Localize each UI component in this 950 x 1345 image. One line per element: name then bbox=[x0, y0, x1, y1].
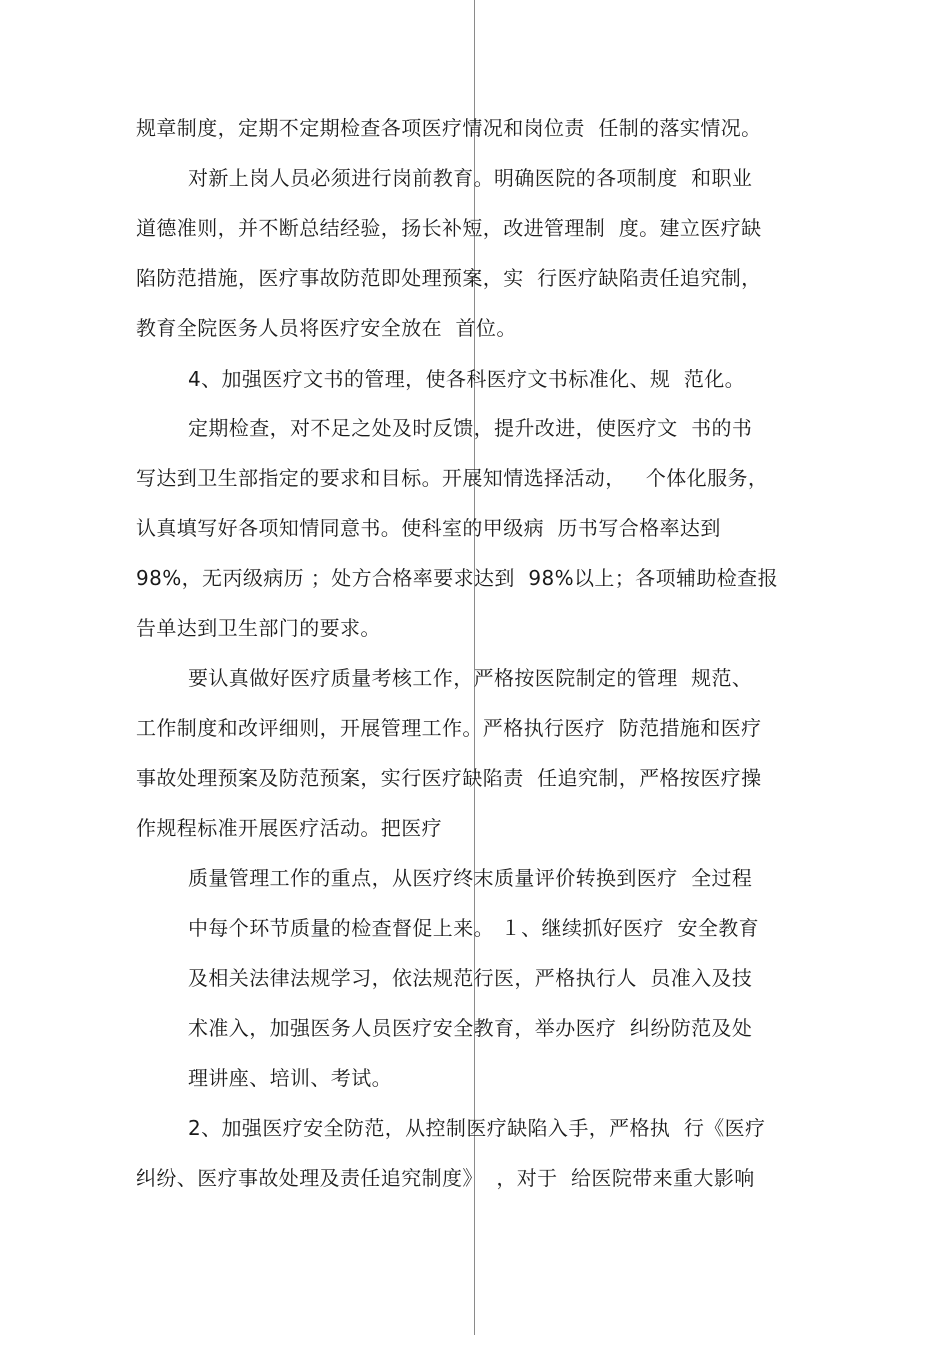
text-line: 认真填写好各项知情同意书。使科室的甲级病 历书写合格率达到 bbox=[136, 516, 721, 540]
text-line: 纠纷、医疗事故处理及责任追究制度》 ，对于 给医院带来重大影响 bbox=[136, 1166, 755, 1190]
text-line: 对新上岗人员必须进行岗前教育。明确医院的各项制度 和职业 bbox=[188, 166, 753, 190]
text-line: 术准入，加强医务人员医疗安全教育，举办医疗 纠纷防范及处 bbox=[188, 1016, 753, 1040]
text-line: 98%，无丙级病历 ；处方合格率要求达到 98%以上；各项辅助检查报 bbox=[136, 566, 778, 590]
text-line: 写达到卫生部指定的要求和目标。开展知情选择活动， 个体化服务， bbox=[136, 466, 769, 490]
text-line: 作规程标准开展医疗活动。把医疗 bbox=[136, 816, 442, 840]
text-line: 教育全院医务人员将医疗安全放在 首位。 bbox=[136, 316, 517, 340]
text-line: 及相关法律法规学习，依法规范行医，严格执行人 员准入及技 bbox=[188, 966, 753, 990]
text-line: 道德准则，并不断总结经验，扬长补短，改进管理制 度。建立医疗缺 bbox=[136, 216, 762, 240]
text-line: 规章制度，定期不定期检查各项医疗情况和岗位责 任制的落实情况。 bbox=[136, 116, 762, 140]
text-line: 4、加强医疗文书的管理，使各科医疗文书标准化、规 范化。 bbox=[188, 367, 746, 391]
text-line: 陷防范措施，医疗事故防范即处理预案，实 行医疗缺陷责任追究制， bbox=[136, 266, 762, 290]
text-line: 理讲座、培训、考试。 bbox=[188, 1066, 392, 1090]
text-line: 中每个环节质量的检查督促上来。 １、继续抓好医疗 安全教育 bbox=[188, 916, 760, 940]
text-line: 定期检查，对不足之处及时反馈，提升改进，使医疗文 书的书 bbox=[188, 416, 753, 440]
text-line: 事故处理预案及防范预案，实行医疗缺陷责 任追究制，严格按医疗操 bbox=[136, 766, 762, 790]
text-line: 质量管理工作的重点，从医疗终末质量评价转换到医疗 全过程 bbox=[188, 866, 753, 890]
text-line: 2、加强医疗安全防范，从控制医疗缺陷入手，严格执 行《医疗 bbox=[188, 1116, 766, 1140]
text-line: 要认真做好医疗质量考核工作，严格按医院制定的管理 规范、 bbox=[188, 666, 753, 690]
text-line: 工作制度和改评细则，开展管理工作。严格执行医疗 防范措施和医疗 bbox=[136, 716, 762, 740]
text-line: 告单达到卫生部门的要求。 bbox=[136, 616, 381, 640]
